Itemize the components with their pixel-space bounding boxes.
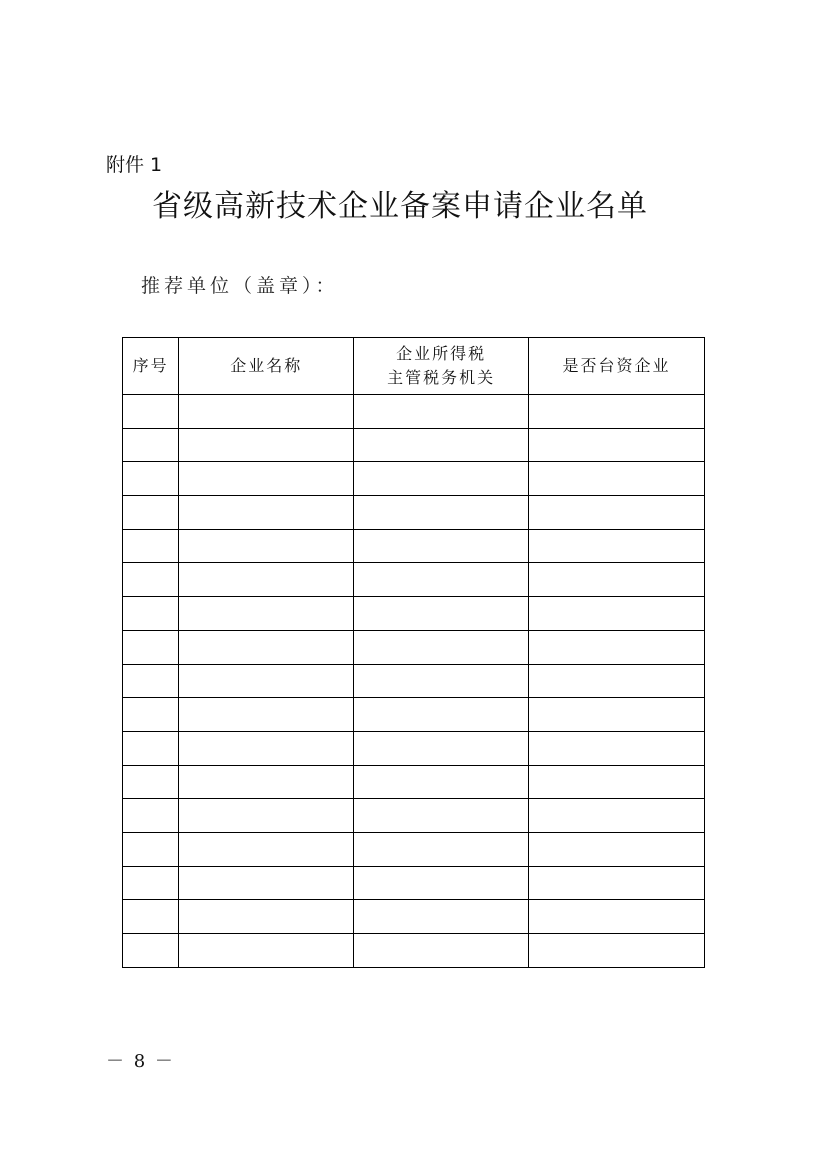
cell-taiwan-funded[interactable] xyxy=(529,832,705,866)
cell-tax-authority[interactable] xyxy=(354,630,529,664)
cell-seq[interactable] xyxy=(123,832,179,866)
cell-company-name[interactable] xyxy=(179,866,354,900)
cell-taiwan-funded[interactable] xyxy=(529,428,705,462)
cell-taiwan-funded[interactable] xyxy=(529,765,705,799)
cell-taiwan-funded[interactable] xyxy=(529,866,705,900)
cell-seq[interactable] xyxy=(123,630,179,664)
cell-tax-authority[interactable] xyxy=(354,900,529,934)
cell-company-name[interactable] xyxy=(179,496,354,530)
table-row xyxy=(123,731,705,765)
header-tax-authority xyxy=(354,338,529,395)
cell-seq[interactable] xyxy=(123,765,179,799)
cell-taiwan-funded[interactable] xyxy=(529,630,705,664)
cell-seq[interactable] xyxy=(123,866,179,900)
cell-seq[interactable] xyxy=(123,529,179,563)
table-row xyxy=(123,496,705,530)
cell-seq[interactable] xyxy=(123,395,179,429)
cell-tax-authority[interactable] xyxy=(354,832,529,866)
cell-seq[interactable] xyxy=(123,496,179,530)
cell-tax-authority[interactable] xyxy=(354,563,529,597)
cell-taiwan-funded[interactable] xyxy=(529,934,705,968)
table-row xyxy=(123,563,705,597)
cell-taiwan-funded[interactable] xyxy=(529,395,705,429)
cell-seq[interactable] xyxy=(123,799,179,833)
cell-tax-authority[interactable] xyxy=(354,664,529,698)
header-tax-authority-line2: 主管税务机关 xyxy=(387,368,496,387)
cell-company-name[interactable] xyxy=(179,765,354,799)
cell-taiwan-funded[interactable] xyxy=(529,698,705,732)
cell-company-name[interactable] xyxy=(179,428,354,462)
cell-taiwan-funded[interactable] xyxy=(529,496,705,530)
cell-taiwan-funded[interactable] xyxy=(529,563,705,597)
cell-company-name[interactable] xyxy=(179,832,354,866)
cell-company-name[interactable] xyxy=(179,395,354,429)
cell-tax-authority[interactable] xyxy=(354,597,529,631)
document-title: 省级高新技术企业备案申请企业名单 xyxy=(152,189,648,224)
cell-seq[interactable] xyxy=(123,900,179,934)
table-header-row xyxy=(123,338,705,395)
table-row xyxy=(123,529,705,563)
cell-company-name[interactable] xyxy=(179,462,354,496)
header-tax-authority-line1: 企业所得税 xyxy=(396,344,487,363)
cell-company-name[interactable] xyxy=(179,731,354,765)
cell-taiwan-funded[interactable] xyxy=(529,597,705,631)
table-row xyxy=(123,630,705,664)
cell-company-name[interactable] xyxy=(179,529,354,563)
table-row xyxy=(123,395,705,429)
table-row xyxy=(123,799,705,833)
cell-taiwan-funded[interactable] xyxy=(529,664,705,698)
table-body xyxy=(123,395,705,968)
table-row xyxy=(123,462,705,496)
page-number: － 8 － xyxy=(106,1051,175,1072)
cell-tax-authority[interactable] xyxy=(354,765,529,799)
cell-company-name[interactable] xyxy=(179,664,354,698)
table-row xyxy=(123,765,705,799)
cell-taiwan-funded[interactable] xyxy=(529,900,705,934)
cell-company-name[interactable] xyxy=(179,563,354,597)
cell-tax-authority[interactable] xyxy=(354,496,529,530)
cell-tax-authority[interactable] xyxy=(354,395,529,429)
cell-seq[interactable] xyxy=(123,563,179,597)
cell-tax-authority[interactable] xyxy=(354,866,529,900)
cell-company-name[interactable] xyxy=(179,799,354,833)
table-row xyxy=(123,900,705,934)
cell-tax-authority[interactable] xyxy=(354,698,529,732)
cell-tax-authority[interactable] xyxy=(354,428,529,462)
cell-seq[interactable] xyxy=(123,462,179,496)
cell-company-name[interactable] xyxy=(179,597,354,631)
cell-seq[interactable] xyxy=(123,664,179,698)
cell-tax-authority[interactable] xyxy=(354,934,529,968)
company-list-table xyxy=(122,337,705,968)
cell-company-name[interactable] xyxy=(179,934,354,968)
header-company-name: 企业名称 xyxy=(179,338,354,395)
table-row xyxy=(123,597,705,631)
cell-taiwan-funded[interactable] xyxy=(529,799,705,833)
cell-seq[interactable] xyxy=(123,731,179,765)
cell-tax-authority[interactable] xyxy=(354,799,529,833)
cell-tax-authority[interactable] xyxy=(354,462,529,496)
cell-company-name[interactable] xyxy=(179,900,354,934)
cell-seq[interactable] xyxy=(123,698,179,732)
cell-company-name[interactable] xyxy=(179,630,354,664)
cell-seq[interactable] xyxy=(123,428,179,462)
table-row xyxy=(123,428,705,462)
header-seq: 序号 xyxy=(123,338,179,395)
table-row xyxy=(123,664,705,698)
table-row xyxy=(123,698,705,732)
header-taiwan-funded: 是否台资企业 xyxy=(529,338,705,395)
attachment-label: 附件 1 xyxy=(106,154,163,176)
cell-taiwan-funded[interactable] xyxy=(529,731,705,765)
recommend-unit-label: 推荐单位（盖章）： xyxy=(141,275,339,297)
table-row xyxy=(123,866,705,900)
cell-seq[interactable] xyxy=(123,934,179,968)
cell-taiwan-funded[interactable] xyxy=(529,462,705,496)
cell-company-name[interactable] xyxy=(179,698,354,732)
cell-tax-authority[interactable] xyxy=(354,731,529,765)
table-row xyxy=(123,934,705,968)
cell-tax-authority[interactable] xyxy=(354,529,529,563)
cell-taiwan-funded[interactable] xyxy=(529,529,705,563)
table-row xyxy=(123,832,705,866)
cell-seq[interactable] xyxy=(123,597,179,631)
